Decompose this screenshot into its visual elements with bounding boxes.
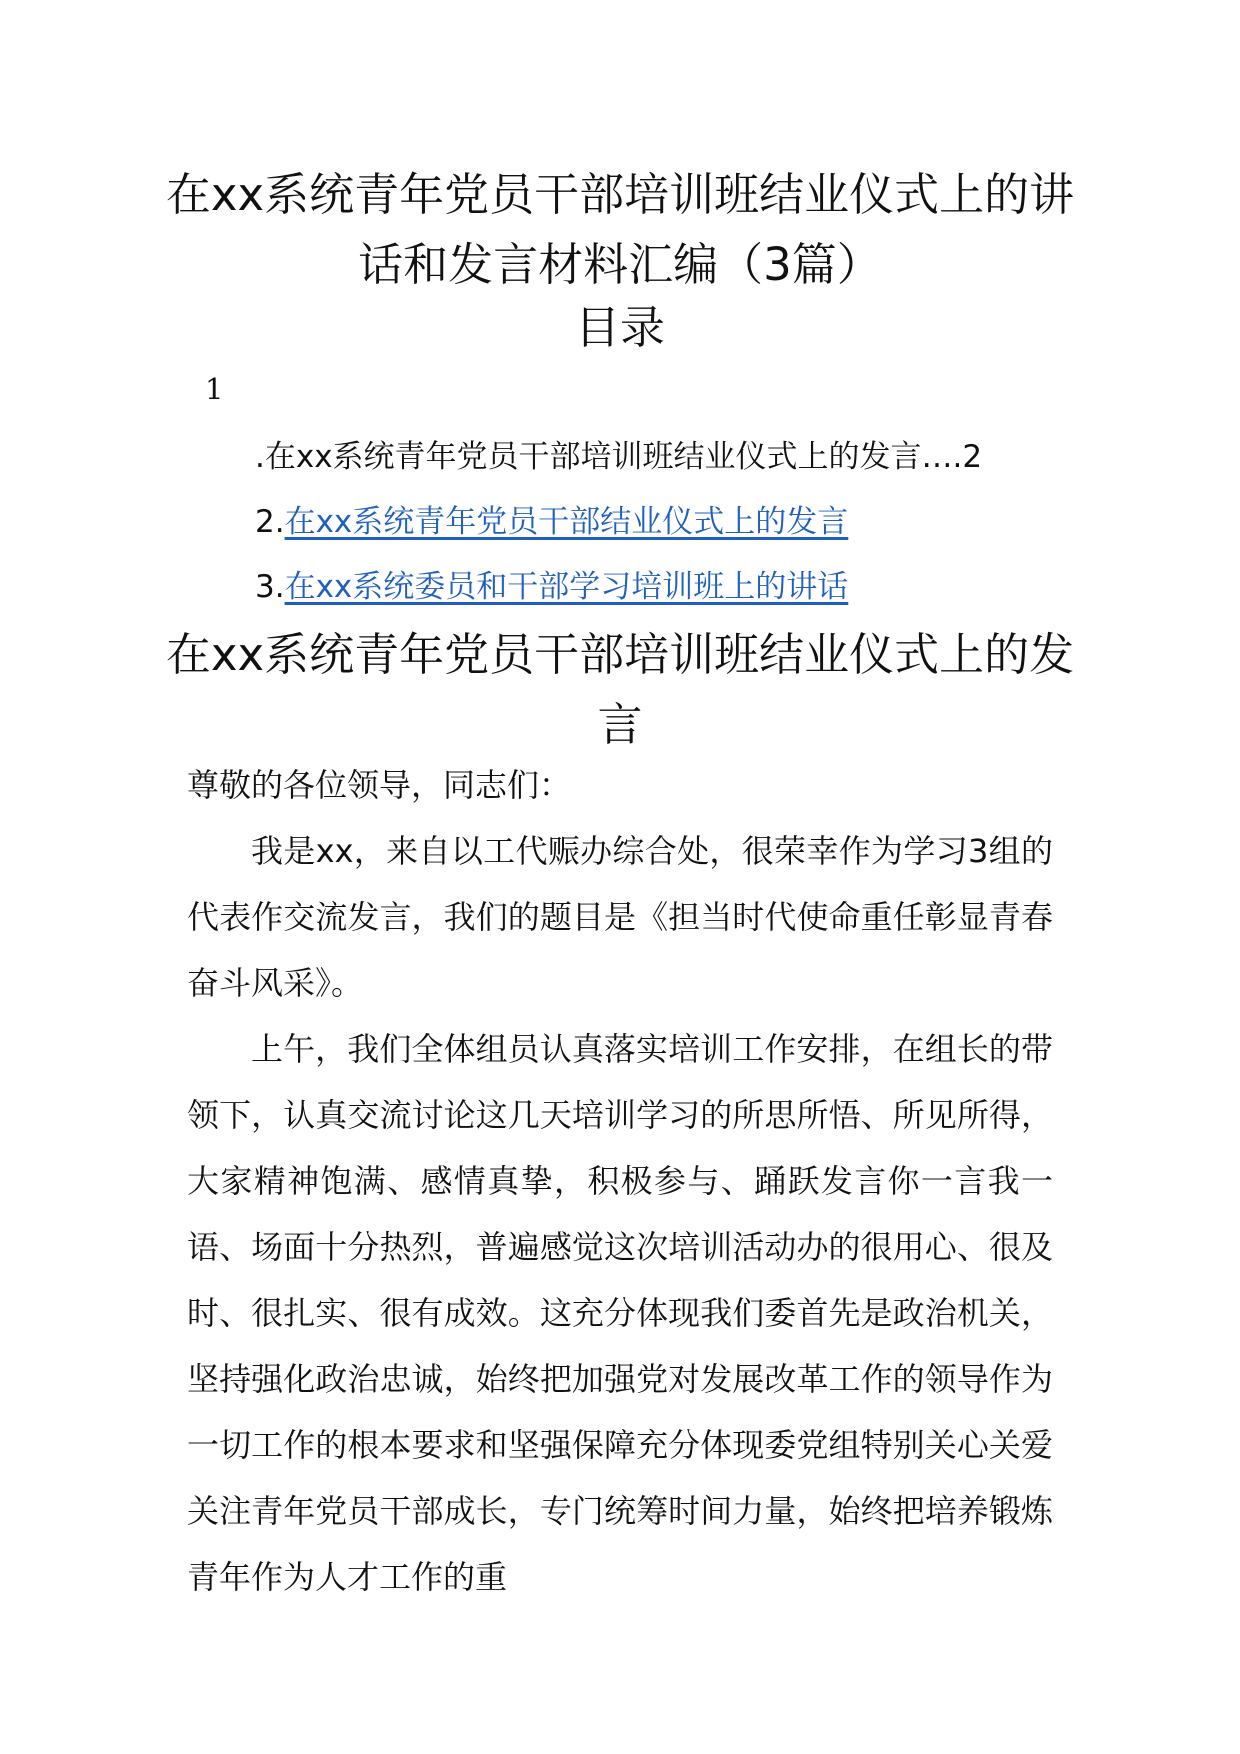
toc-entry-3-link[interactable]: 在xx系统委员和干部学习培训班上的讲话 <box>284 569 849 605</box>
document-title: 在xx系统青年党员干部培训班结业仪式上的讲话和发言材料汇编（3篇） <box>165 168 1075 291</box>
salutation: 尊敬的各位领导，同志们： <box>187 766 572 804</box>
toc-entry-2-prefix: 2. <box>255 504 285 540</box>
toc-entry-1-text: .在xx系统青年党员干部培训班结业仪式上的发言….2 <box>255 439 983 475</box>
speech-title: 在xx系统青年党员干部培训班结业仪式上的发言 <box>165 628 1075 751</box>
paragraph-2: 上午，我们全体组员认真落实培训工作安排，在组长的带领下，认真交流讨论这几天培训学习的所思所悟、所见所得，大家精神饱满、感情真挚，积极参与、踊跃发言你一言我一语、场面十分热烈，普遍感觉这次培训活动办的很用心、很及时、很扎实、很有成效。这充分体现我们委首先是政治机关，坚持强化政治忠诚，始终把加强党对发展改革工作的领导作为一切工作的根本要求和坚强保障充分体现委党组特别关心关爱关注青年党员干部成长，专门统筹时间力量，始终把培养锻炼青年作为人才工作的重 <box>187 1030 1053 1596</box>
speech-body <box>187 752 1053 1610</box>
toc-heading: 目录 <box>574 301 665 354</box>
toc-entry-3-prefix: 3. <box>255 569 285 605</box>
toc-entry-3 <box>255 567 848 607</box>
paragraph-1: 我是xx，来自以工代赈办综合处，很荣幸作为学习3组的代表作交流发言，我们的题目是《担当时代使命重任彰显青春奋斗风采》。 <box>187 832 1053 1002</box>
toc-entry-2-link[interactable]: 在xx系统青年党员干部结业仪式上的发言 <box>284 504 849 540</box>
toc-entry-2 <box>255 502 848 542</box>
toc-page-number: 1 <box>205 372 224 406</box>
toc-entry-1[interactable] <box>255 437 982 477</box>
